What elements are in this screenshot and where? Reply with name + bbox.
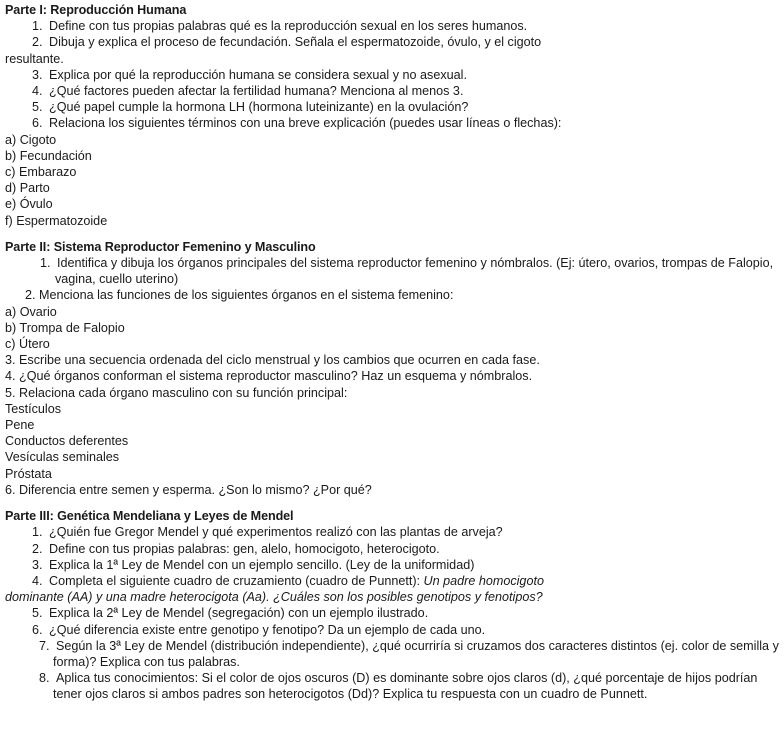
part1-item-2-continuation: resultante. [5, 51, 64, 66]
part2-title: Parte II: Sistema Reproductor Femenino y Masculino [5, 239, 316, 254]
part1-item-5: 5. ¿Qué papel cumple la hormona LH (hormona luteinizante) en la ovulación? [32, 100, 469, 115]
part2-item-5: 5. Relaciona cada órgano masculino con su función principal: [5, 385, 348, 400]
part1-item-2: 2. Dibuja y explica el proceso de fecundación. Señala el espermatozoide, óvulo, y el cigoto [32, 35, 542, 50]
male-organ-conductos: Conductos deferentes [5, 434, 129, 449]
part3-item-3: 3. Explica la 1ª Ley de Mendel con un ejemplo sencillo. (Ley de la uniformidad) [32, 557, 475, 572]
organ-b: b) Trompa de Falopio [5, 320, 125, 335]
term-b: b) Fecundación [5, 148, 92, 163]
part2-item-6: 6. Diferencia entre semen y esperma. ¿Son lo mismo? ¿Por qué? [5, 482, 372, 497]
part3-item-1: 1. ¿Quién fue Gregor Mendel y qué experimentos realizó con las plantas de arveja? [32, 525, 503, 540]
part3-item-2: 2. Define con tus propias palabras: gen, alelo, homocigoto, heterocigoto. [32, 541, 440, 556]
male-organ-pene: Pene [5, 418, 35, 433]
male-organ-prostata: Próstata [5, 466, 52, 481]
part1-item-3: 3. Explica por qué la reproducción humana se considera sexual y no asexual. [32, 67, 467, 82]
part1-item-4: 4. ¿Qué factores pueden afectar la fertilidad humana? Menciona al menos 3. [32, 84, 464, 99]
part2-item-1: 1. Identifica y dibuja los órganos principales del sistema reproductor femenino y nómbralos. (Ej: útero, ovarios, trompas de Falopio, vagina, cuello uterino) [40, 256, 774, 287]
term-f: f) Espermatozoide [5, 213, 108, 228]
organ-a: a) Ovario [5, 304, 57, 319]
part3-title: Parte III: Genética Mendeliana y Leyes de Mendel [5, 509, 294, 524]
part1-title: Parte I: Reproducción Humana [5, 3, 187, 17]
part3-item-4-continuation: dominante (AA) y una madre heterocigota (Aa). ¿Cuáles son los posibles genotipos y fenotipos? [5, 590, 543, 605]
part3-item-6: 6. ¿Qué diferencia existe entre genotipo y fenotipo? Da un ejemplo de cada uno. [32, 622, 486, 637]
male-organ-testiculos: Testículos [5, 401, 61, 416]
part3-item-5: 5. Explica la 2ª Ley de Mendel (segregación) con un ejemplo ilustrado. [32, 606, 429, 621]
term-d: d) Parto [5, 181, 50, 196]
part1-item-1: 1. Define con tus propias palabras qué es la reproducción sexual en los seres humanos. [32, 19, 528, 34]
term-a: a) Cigoto [5, 132, 57, 147]
male-organ-vesiculas: Vesículas seminales [5, 450, 120, 465]
part1-item-6: 6. Relaciona los siguientes términos con una breve explicación (puedes usar líneas o flechas): [32, 116, 562, 131]
part3-item-7: 7. Según la 3ª Ley de Mendel (distribución independiente), ¿qué ocurriría si cruzamos dos caracteres distintos (ej. color de semilla y forma)? Explica con tus palabras. [39, 638, 779, 669]
part3-item-8: 8. Aplica tus conocimientos: Si el color de ojos oscuros (D) es dominante sobre ojos claros (d), ¿qué porcentaje de hijos podrían tener ojos claros si ambos padres son heterocigotos (Dd)? Explica tu respuesta con un cuadro de Punnett. [39, 671, 758, 702]
part2-item-2: 2. Menciona las funciones de los siguientes órganos en el sistema femenino: [25, 288, 454, 303]
term-c: c) Embarazo [5, 165, 77, 180]
organ-c: c) Útero [5, 337, 50, 352]
term-e: e) Óvulo [5, 197, 53, 212]
part2-item-3: 3. Escribe una secuencia ordenada del ciclo menstrual y los cambios que ocurren en cada fase. [5, 353, 540, 368]
part3-item-4: 4. Completa el siguiente cuadro de cruzamiento (cuadro de Punnett): Un padre homocigoto [32, 573, 544, 588]
part2-item-4: 4. ¿Qué órganos conforman el sistema reproductor masculino? Haz un esquema y nómbralos. [5, 369, 533, 384]
